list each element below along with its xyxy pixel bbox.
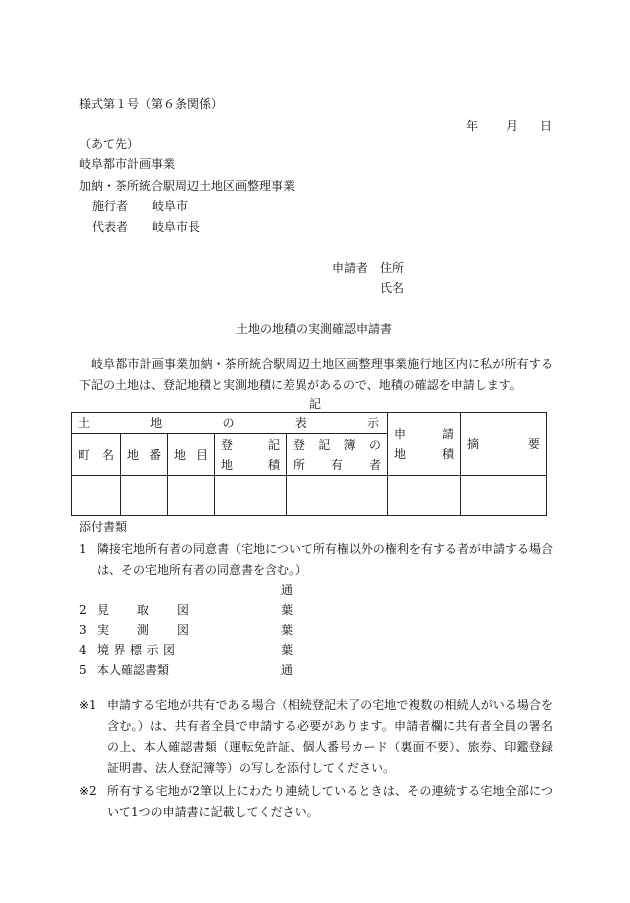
- addressee-label: （あて先）: [79, 137, 140, 151]
- applied-area-cell[interactable]: [388, 476, 461, 516]
- addressee-line2: 加納・茶所統合駅周辺土地区画整理事業: [79, 179, 296, 193]
- registered-owner-header: 登 記 簿 の 所 有 者: [287, 434, 388, 476]
- registered-owner-cell[interactable]: [287, 476, 388, 516]
- land-category-cell[interactable]: [168, 476, 215, 516]
- list-item: 3 実 測 図 葉: [79, 620, 379, 640]
- ki-label: 記: [309, 397, 322, 411]
- remarks-header: 摘 要: [461, 413, 547, 476]
- date-day-label: 日: [540, 119, 553, 133]
- attachment-name: 実 測 図: [97, 623, 189, 637]
- date-year-label: 年: [466, 119, 479, 133]
- registered-area-cell[interactable]: [215, 476, 287, 516]
- land-category-header: 地 目: [168, 434, 215, 476]
- applicant-name-label: 氏名: [380, 281, 405, 295]
- attachment-name: 境 界 標 示 図: [97, 643, 175, 657]
- note-2: ※2 所有する宅地が2筆以上にわたり連続しているときは、その連続する宅地全部について1つの申請書に記載してください。: [79, 784, 553, 819]
- table-row: [72, 476, 547, 516]
- addressee-line1: 岐阜都市計画事業: [79, 157, 176, 171]
- remarks-cell[interactable]: [461, 476, 547, 516]
- attachment-name: 見 取 図: [97, 603, 189, 617]
- attachment-1-text: 隣接宅地所有者の同意書（宅地について所有権以外の権利を有する者が申請する場合は、その宅地所有者の同意書を含む。）: [97, 542, 553, 577]
- implementer-value: 岐阜市: [152, 199, 189, 213]
- document-title: 土地の地積の実測確認申請書: [236, 322, 393, 336]
- registered-area-header: 登 記 地 積: [215, 434, 287, 476]
- list-item: 2 見 取 図 葉: [79, 600, 379, 620]
- lot-number-header: 地 番: [121, 434, 168, 476]
- implementer-label: 施行者: [92, 199, 129, 213]
- note-1: ※1 申請する宅地が共有である場合（相続登記未了の宅地で複数の相続人がいる場合を含む。）は、共有者全員で申請する必要があります。申請者欄に共有者全員の署名の上、本人確認書類（運転免許証、個人番号カード（裏面不要）、旅券、印鑑登録証明書、法人登記簿等）の写しを添付してください。: [79, 698, 553, 775]
- attachments-heading: 添付書類: [79, 520, 128, 534]
- list-item: 5 本人確認書類 通: [79, 663, 294, 677]
- town-name-header: 町 名: [72, 434, 121, 476]
- town-name-cell[interactable]: [72, 476, 121, 516]
- applicant-address-label: 住所: [380, 261, 405, 275]
- attachment-1-no: 1: [79, 542, 87, 556]
- application-body: 岐阜都市計画事業加納・茶所統合駅周辺土地区画整理事業施行地区内に私が所有する下記の土地は、登記地積と実測地積に差異があるので、地積の確認を申請します。: [79, 357, 553, 392]
- land-table: [71, 412, 547, 516]
- applicant-label: 申請者: [332, 261, 369, 275]
- date-month-label: 月: [506, 119, 519, 133]
- attachment-1-unit: 通: [281, 583, 294, 597]
- applied-area-header: 申 請 地 積: [388, 413, 461, 476]
- form-number: 様式第１号（第６条関係）: [79, 97, 224, 111]
- notes: [79, 695, 553, 825]
- land-display-header: 土 地 の 表 示: [72, 413, 388, 434]
- representative-value: 岐阜市長: [152, 220, 201, 234]
- list-item: 4 境 界 標 示 図 葉: [79, 640, 379, 660]
- representative-label: 代表者: [92, 220, 129, 234]
- lot-number-cell[interactable]: [121, 476, 168, 516]
